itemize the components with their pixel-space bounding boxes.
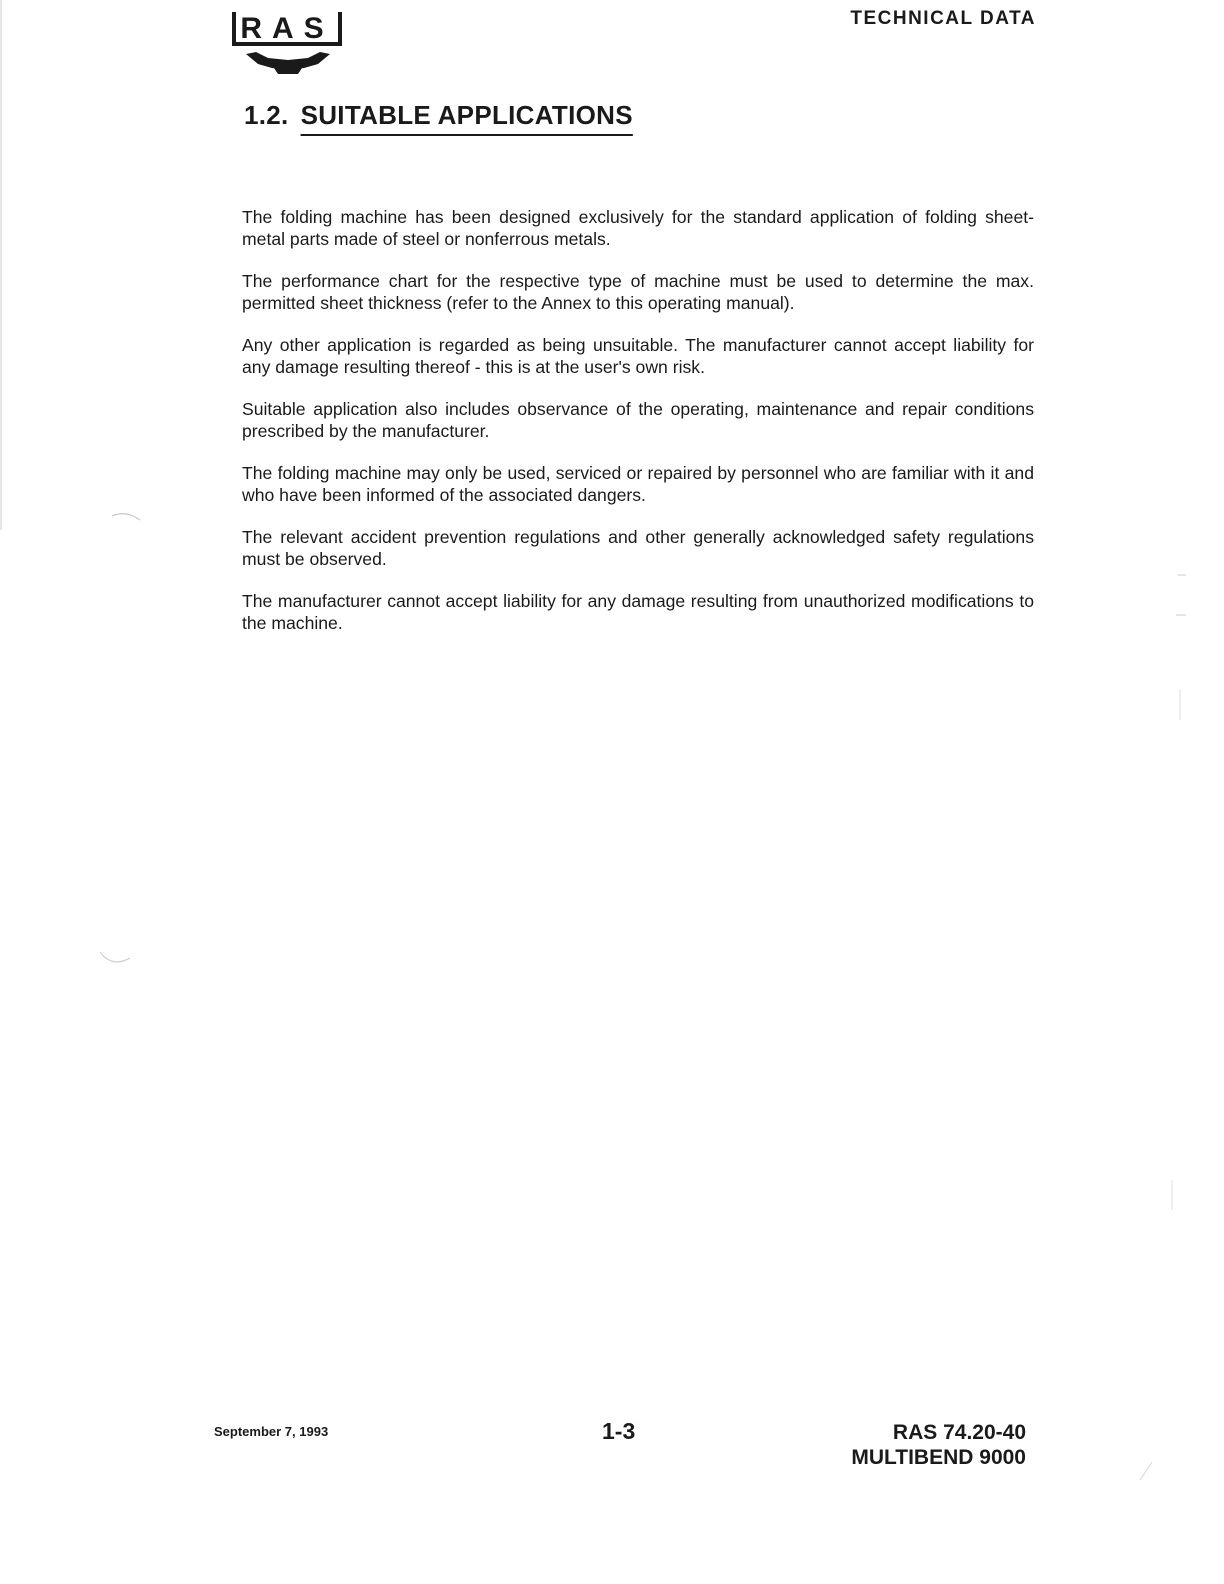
body-text	[242, 206, 1034, 654]
section-number: 1.2.	[244, 100, 289, 130]
company-logo	[226, 6, 350, 76]
footer-date: September 7, 1993	[214, 1424, 329, 1439]
paragraph: The relevant accident prevention regulations and other generally acknowledged safety regulations must be observed.	[242, 527, 1034, 569]
section-label: TECHNICAL DATA	[850, 8, 1036, 29]
paragraph: Any other application is regarded as being unsuitable. The manufacturer cannot accept liability for any damage resulting thereof - this is at the user's own risk.	[242, 335, 1034, 377]
paragraph: The performance chart for the respective type of machine must be used to determine the max. permitted sheet thickness (refer to the Annex to this operating manual).	[242, 271, 1034, 313]
section-title: SUITABLE APPLICATIONS	[300, 100, 633, 130]
paragraph: The folding machine may only be used, serviced or repaired by personnel who are familiar with it and who have been informed of the associated dangers.	[242, 463, 1034, 505]
paragraph: The manufacturer cannot accept liability for any damage resulting from unauthorized modifications to the machine.	[242, 591, 1034, 633]
paragraph: Suitable application also includes observance of the operating, maintenance and repair conditions prescribed by the manufacturer.	[242, 399, 1034, 441]
paragraph: The folding machine has been designed exclusively for the standard application of folding sheet-metal parts made of steel or nonferrous metals.	[242, 207, 1034, 249]
model-name: MULTIBEND 9000	[851, 1446, 1026, 1469]
page-title	[244, 100, 633, 131]
document-id	[851, 1420, 1026, 1470]
svg-text:RAS: RAS	[240, 12, 334, 45]
doc-number: RAS 74.20-40	[892, 1421, 1026, 1444]
page-number: 1-3	[602, 1418, 636, 1444]
